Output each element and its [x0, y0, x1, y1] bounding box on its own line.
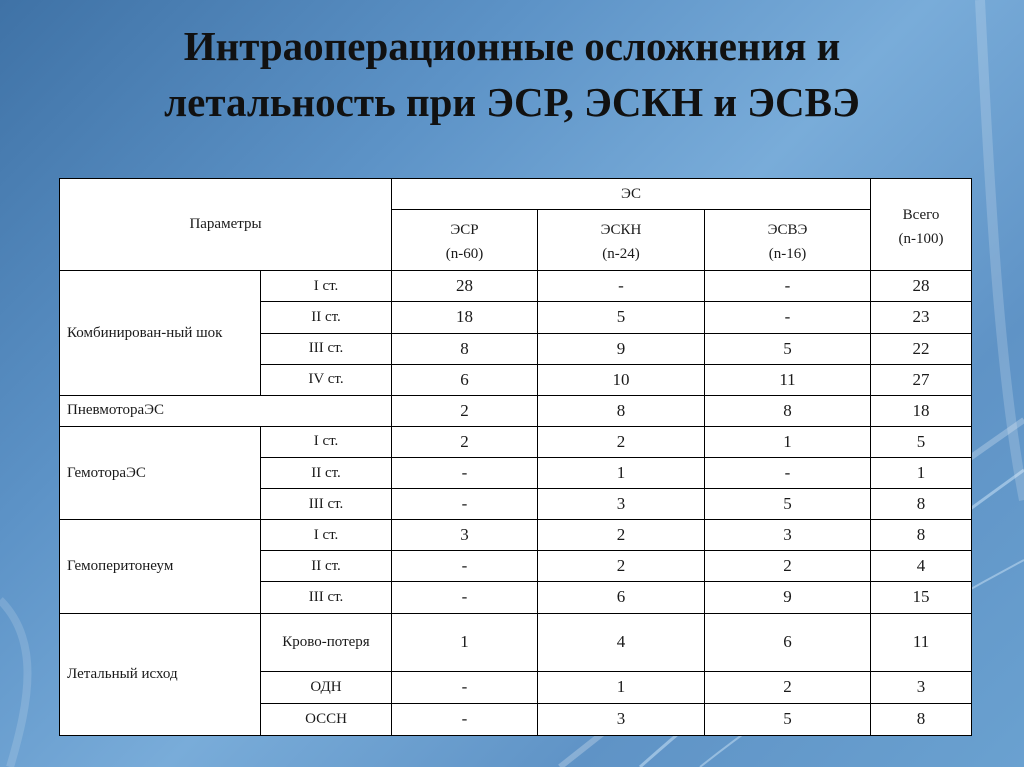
eskn-n: (n-24): [602, 246, 640, 263]
cell-esr: 8: [392, 333, 538, 364]
eskn-label: ЭСКН: [600, 222, 642, 239]
cell-esr: -: [392, 703, 538, 735]
cell-esr: -: [392, 457, 538, 488]
cell-esve: 5: [705, 703, 871, 735]
cell-esr: 28: [392, 271, 538, 302]
table-row: [60, 271, 972, 302]
group-hemoperitoneum: Гемоперитонеум: [60, 520, 261, 613]
cell-esr: 2: [392, 426, 538, 457]
cell-total: 23: [871, 302, 972, 333]
total-n: (n-100): [898, 230, 944, 247]
cell-eskn: 2: [538, 551, 705, 582]
cell-esve: 9: [705, 582, 871, 613]
esr-header: [392, 210, 538, 271]
cell-esve: 8: [705, 395, 871, 426]
cell-esve: -: [705, 271, 871, 302]
group-combined-shock: Комбинирован-ный шок: [60, 271, 261, 395]
group-lethal-outcome: Летальный исход: [60, 613, 261, 735]
table-row: [60, 395, 972, 426]
slide-title: [0, 18, 1024, 130]
cell-eskn: 3: [538, 703, 705, 735]
cell-eskn: 2: [538, 426, 705, 457]
row-sub: Крово-потеря: [261, 613, 392, 671]
cell-esve: 5: [705, 489, 871, 520]
cell-total: 3: [871, 671, 972, 703]
row-sub: III ст.: [261, 582, 392, 613]
cell-total: 1: [871, 457, 972, 488]
cell-esve: 5: [705, 333, 871, 364]
cell-esr: -: [392, 551, 538, 582]
esr-label: ЭСР: [450, 222, 479, 239]
cell-esve: 11: [705, 364, 871, 395]
cell-eskn: 10: [538, 364, 705, 395]
cell-eskn: 4: [538, 613, 705, 671]
es-header: ЭС: [392, 179, 871, 210]
complications-table: [59, 178, 972, 736]
cell-esr: -: [392, 671, 538, 703]
cell-total: 8: [871, 703, 972, 735]
cell-total: 8: [871, 489, 972, 520]
row-sub: III ст.: [261, 333, 392, 364]
cell-esr: 6: [392, 364, 538, 395]
row-sub: IV ст.: [261, 364, 392, 395]
cell-eskn: 1: [538, 671, 705, 703]
row-sub: ОССН: [261, 703, 392, 735]
cell-esve: -: [705, 302, 871, 333]
table-row: [60, 426, 972, 457]
cell-total: 11: [871, 613, 972, 671]
row-sub: I ст.: [261, 426, 392, 457]
cell-total: 5: [871, 426, 972, 457]
row-sub: ОДН: [261, 671, 392, 703]
total-label: Всего: [902, 206, 940, 223]
cell-esve: 2: [705, 551, 871, 582]
cell-eskn: 1: [538, 457, 705, 488]
cell-eskn: 6: [538, 582, 705, 613]
cell-total: 22: [871, 333, 972, 364]
row-sub: II ст.: [261, 302, 392, 333]
cell-esve: 6: [705, 613, 871, 671]
cell-eskn: 9: [538, 333, 705, 364]
cell-esr: 1: [392, 613, 538, 671]
cell-eskn: 5: [538, 302, 705, 333]
eskn-header: [538, 210, 705, 271]
cell-esve: 2: [705, 671, 871, 703]
total-header: [871, 179, 972, 271]
cell-esve: 3: [705, 520, 871, 551]
table-row: [60, 520, 972, 551]
cell-eskn: 8: [538, 395, 705, 426]
row-sub: III ст.: [261, 489, 392, 520]
title-line-2: летальность при ЭСР, ЭСКН и ЭСВЭ: [164, 79, 860, 125]
cell-total: 18: [871, 395, 972, 426]
row-sub: II ст.: [261, 457, 392, 488]
table-row: [60, 613, 972, 671]
esr-n: (n-60): [445, 246, 484, 263]
cell-total: 4: [871, 551, 972, 582]
group-pneumothorax: ПневмотораЭС: [60, 395, 392, 426]
cell-esr: 18: [392, 302, 538, 333]
row-sub: I ст.: [261, 520, 392, 551]
cell-esve: 1: [705, 426, 871, 457]
cell-total: 27: [871, 364, 972, 395]
cell-eskn: -: [538, 271, 705, 302]
cell-total: 8: [871, 520, 972, 551]
header-row: [60, 179, 972, 210]
cell-eskn: 2: [538, 520, 705, 551]
cell-esr: -: [392, 582, 538, 613]
esve-header: [705, 210, 871, 271]
title-line-1: Интраоперационные осложнения и: [183, 23, 841, 69]
row-sub: I ст.: [261, 271, 392, 302]
cell-total: 28: [871, 271, 972, 302]
group-hemothorax: ГемотораЭС: [60, 426, 261, 519]
cell-esr: -: [392, 489, 538, 520]
cell-esr: 3: [392, 520, 538, 551]
cell-esr: 2: [392, 395, 538, 426]
row-sub: II ст.: [261, 551, 392, 582]
esve-n: (n-16): [768, 246, 807, 263]
params-header: Параметры: [60, 179, 392, 271]
cell-eskn: 3: [538, 489, 705, 520]
cell-esve: -: [705, 457, 871, 488]
cell-total: 15: [871, 582, 972, 613]
esve-label: ЭСВЭ: [767, 222, 808, 239]
